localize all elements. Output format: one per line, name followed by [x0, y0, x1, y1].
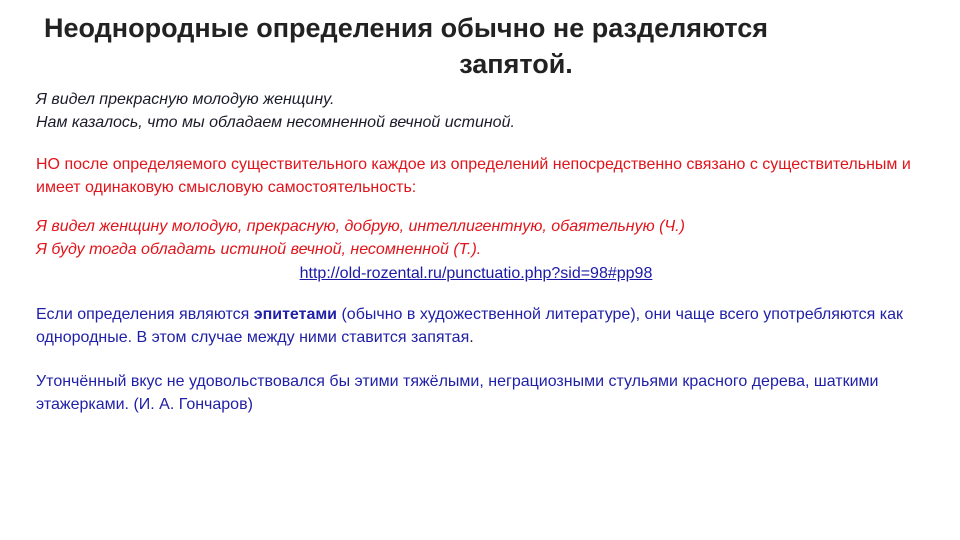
example-sentence-1: Я видел прекрасную молодую женщину. [36, 91, 335, 108]
rule-paragraph: НО после определяемого существительного каждое из определений непосредственно связано с существительным и имеет одинаковую смысловую самостоятельность: [36, 156, 911, 196]
slide-content [36, 88, 916, 416]
epithet-paragraph [36, 303, 916, 349]
epithet-text-after: (обычно в художественной литературе), они чаще всего употребляются как однородные. В этом случае между ними ставится запятая [36, 306, 904, 346]
title-line-2: запятой. [459, 49, 573, 79]
slide-title [36, 10, 916, 82]
link-row [36, 262, 916, 285]
example-sentence-3: Я видел женщину молодую, прекрасную, добрую, интеллигентную, обаятельную (Ч.) [36, 218, 685, 235]
example-sentence-4: Я буду тогда обладать истиной вечной, несомненной (Т.). [36, 241, 482, 258]
epithet-text-before: Если определения являются [36, 306, 254, 323]
rozental-link[interactable]: http://old-rozental.ru/punctuatio.php?sid=98#pp98 [299, 265, 653, 282]
title-line-1: Неоднородные определения обычно не разделяются [44, 13, 769, 43]
example-sentence-2: Нам казалось, что мы обладаем несомненной вечной истиной. [36, 114, 515, 131]
goncharov-quote: Утончённый вкус не удовольствовался бы этими тяжёлыми, неграциозными стульями красного дерева, шаткими этажерками. (И. А. Гончаров) [36, 373, 879, 413]
epithet-period: . [469, 329, 474, 346]
epithet-bold-term: эпитетами [253, 306, 338, 323]
